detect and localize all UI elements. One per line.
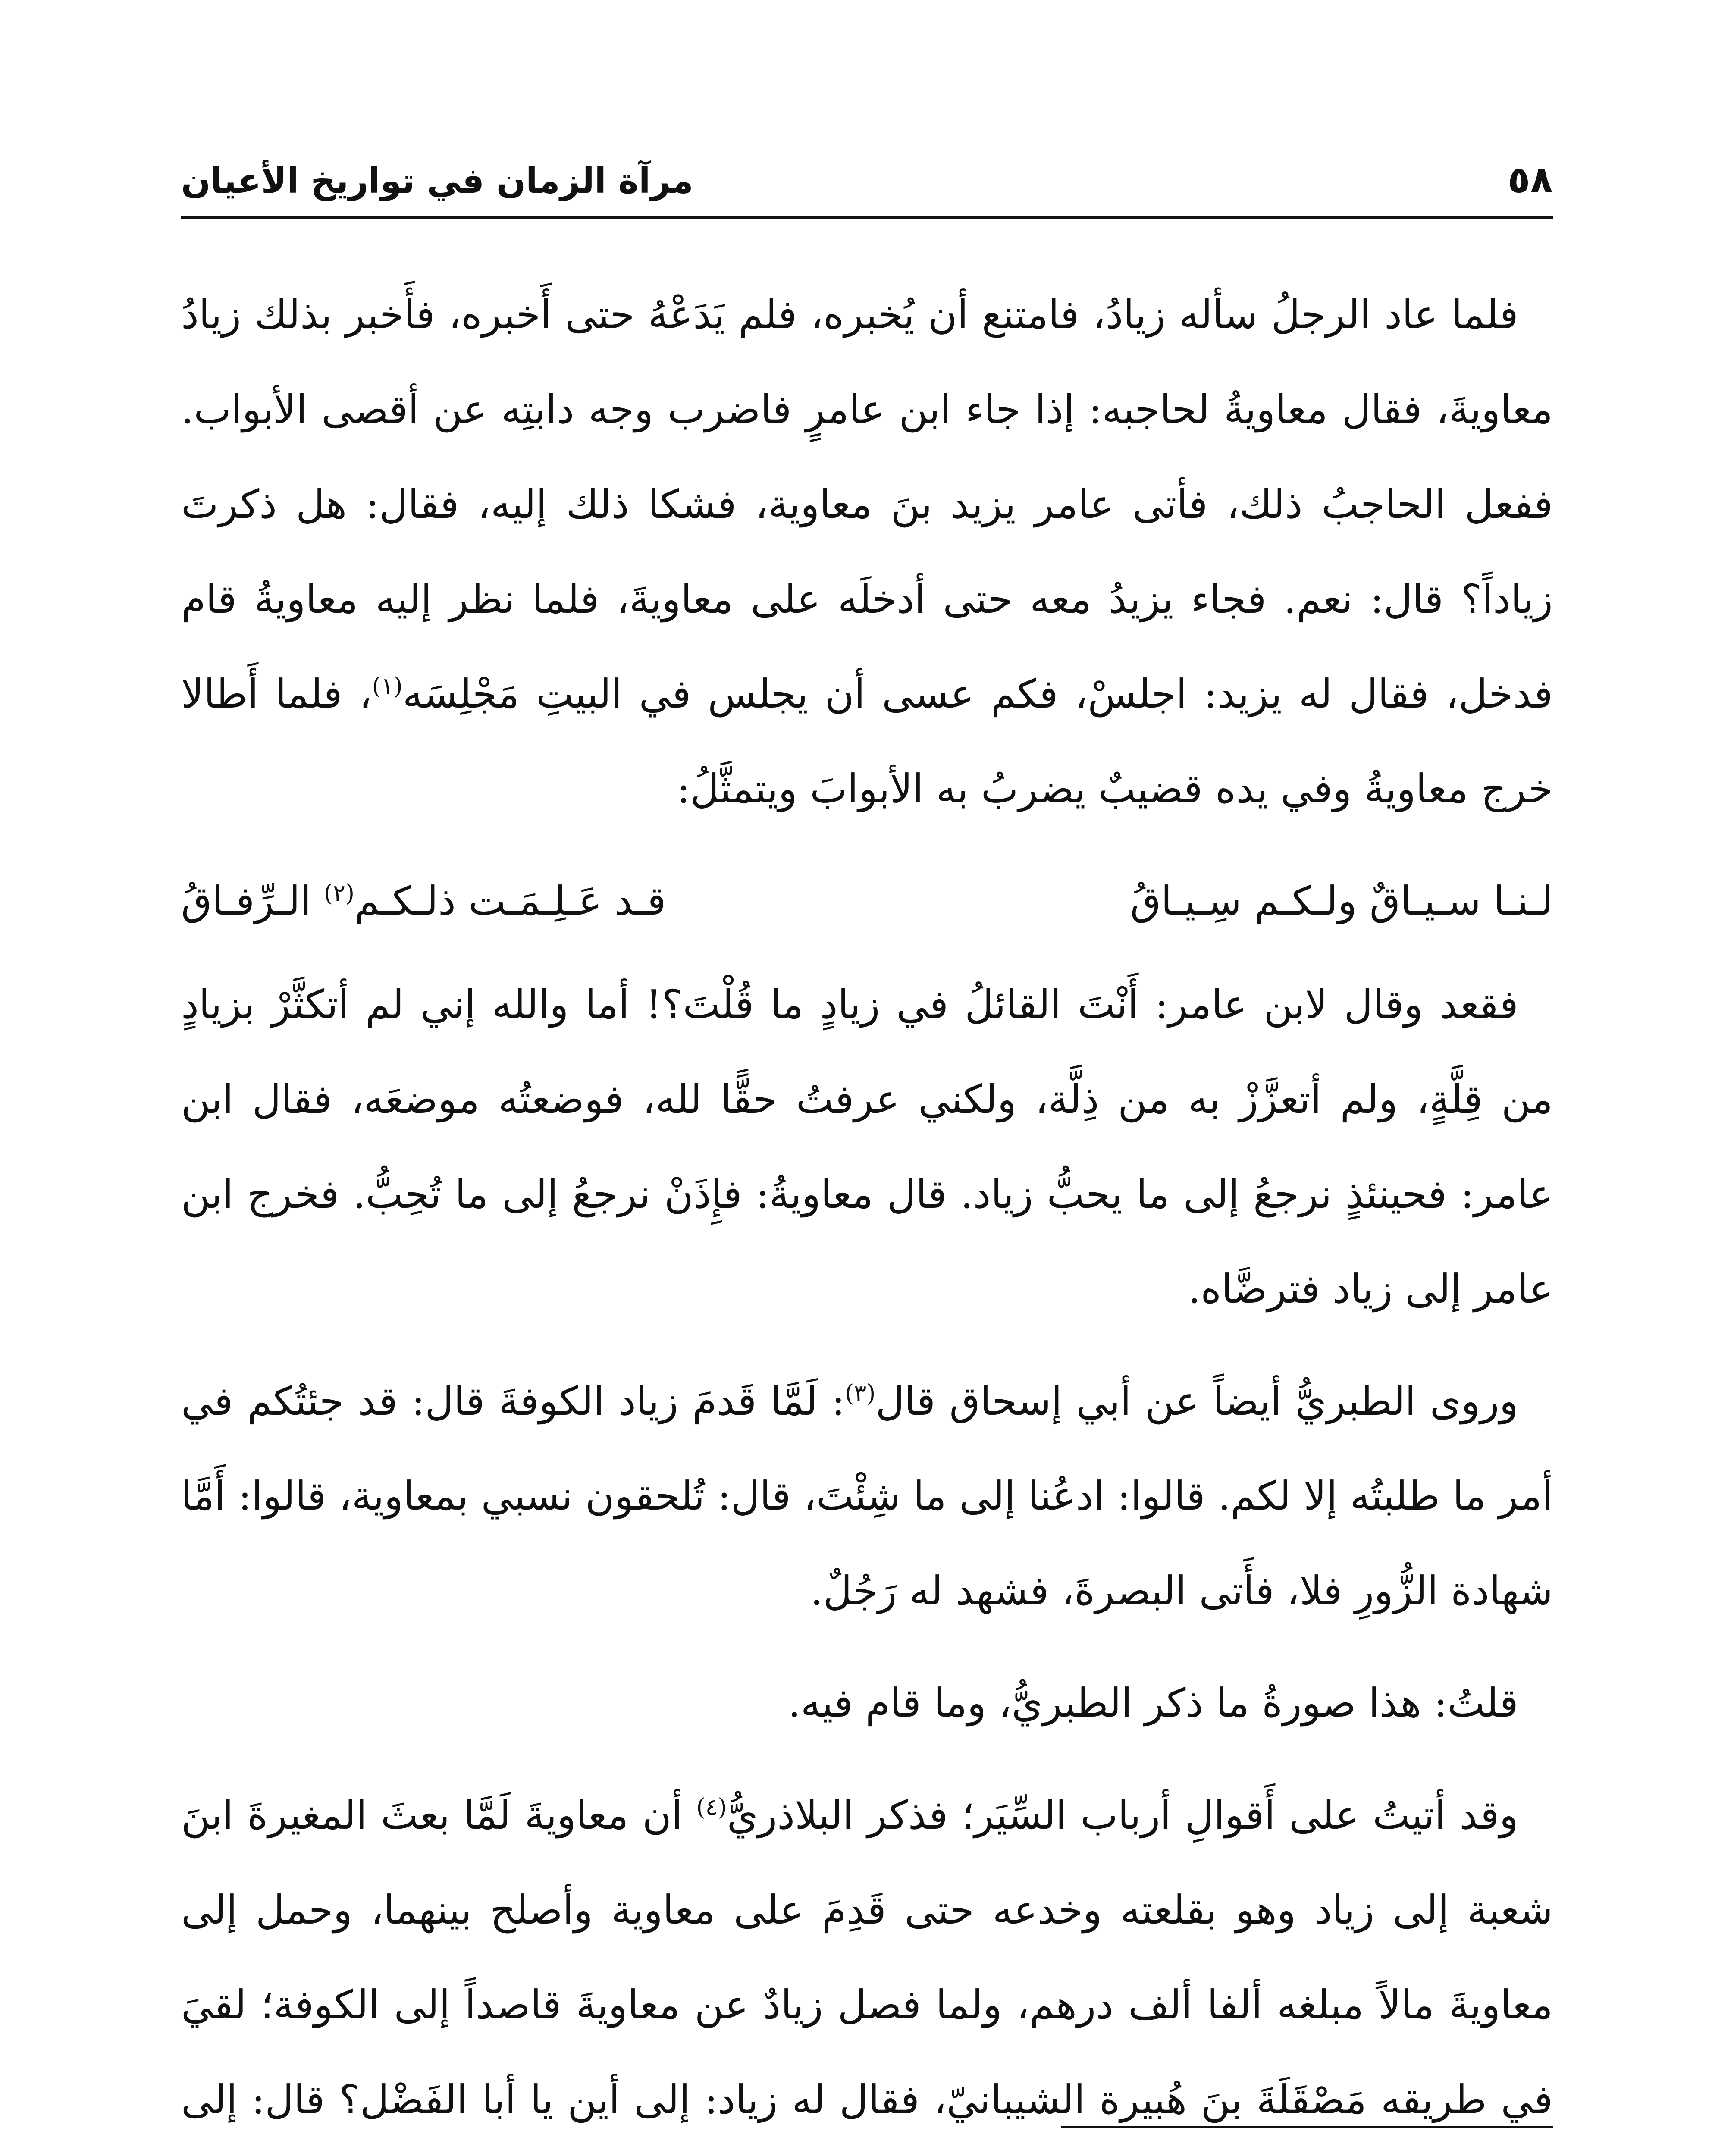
- footnote-ref-3: (٣): [845, 1379, 876, 1407]
- footnote-ref-4: (٤): [696, 1793, 727, 1821]
- footnotes: [181, 2152, 1553, 2156]
- header-divider: [181, 216, 1553, 219]
- paragraph-1-text-a: فلما عاد الرجلُ سأله زيادُ، فامتنع أن يُخبره، فلم يَدَعْهُ حتى أَخبره، فأَخبر بذلك زيادُ معاويةَ، فقال معاويةُ لحاجبه: إذا جاء ابن عامرٍ فاضرب وجه دابتِه عن أقصى الأبواب. ففعل الحاجبُ ذلك، فأتى عامر يزيد بنَ معاوية، فشكا ذلك إليه، فقال: هل ذكرتَ زياداً؟ قال: نعم. فجاء يزيدُ معه حتى أدخلَه على معاويةَ، فلما نظر إليه معاويةُ قام فدخل، فقال له يزيد: اجلسْ، فكم عسى أن يجلس في البيتِ مَجْلِسَه: [181, 291, 1553, 717]
- paragraph-5-text-a: وقد أتيتُ على أَقوالِ أرباب السِّيَر؛ فذكر البلاذريُّ: [727, 1792, 1518, 1838]
- poetry-verse: [181, 854, 1553, 949]
- paragraph-5: [181, 1768, 1553, 2156]
- paragraph-1-text-b: ، فلما أَطالا خرج معاويةُ وفي يده قضيبٌ يضربُ به الأبوابَ ويتمثَّلُ:: [181, 671, 1553, 812]
- page-number: ٥٨: [1508, 158, 1553, 201]
- verse-first-hemistich: لـنـا سـيـاقٌ ولـكـم سِـيـاقُ: [1130, 878, 1553, 924]
- footnote-ref-1: (١): [372, 672, 403, 700]
- main-text: [181, 267, 1553, 2156]
- verse-second-hemistich-b: الـرِّفـاقُ: [181, 878, 324, 924]
- paragraph-3-text-b: : لَمَّا قَدمَ زياد الكوفةَ قال: قد جئتُكم في أمر ما طلبتُه إلا لكم. قالوا: ادعُنا إلى ما شِئْتَ، قال: تُلحقون نسبي بمعاوية، قالوا: أَمَّا شهادة الزُّورِ فلا، فأَتى البصرةَ، فشهد له رَجُلٌ.: [181, 1378, 1553, 1614]
- verse-second-hemistich-a: قـد عَـلِـمَـت ذلـكـم: [354, 878, 666, 924]
- footnote-ref-2: (٢): [323, 879, 355, 907]
- paragraph-2: فقعد وقال لابن عامر: أَنْتَ القائلُ في زيادٍ ما قُلْتَ؟! أما والله إني لم أتكثَّرْ بزيادٍ من قِلَّةٍ، ولم أتعزَّزْ به من ذِلَّة، ولكني عرفتُ حقًّا لله، فوضعتُه موضعَه، فقال ابن عامر: فحينئذٍ نرجعُ إلى ما يحبُّ زياد. قال معاويةُ: فإِذَنْ نرجعُ إلى ما تُحِبُّ. فخرج ابن عامر إلى زياد فترضَّاه.: [181, 981, 1553, 1312]
- book-title: مرآة الزمان في تواريخ الأعيان: [181, 161, 693, 201]
- paragraph-3-text-a: وروى الطبريُّ أيضاً عن أبي إسحاق قال: [875, 1378, 1519, 1424]
- paragraph-1: [181, 267, 1553, 837]
- running-header: [181, 142, 1553, 211]
- verse-second-hemistich: [181, 854, 666, 949]
- footnote-divider: [1061, 2126, 1553, 2128]
- footnote-1: [181, 2152, 1553, 2156]
- paragraph-5-text-b: أن معاويةَ لَمَّا بعثَ المغيرةَ ابنَ شعبة إلى زياد وهو بقلعته وخدعه حتى قَدِمَ على معاوية وأصلح بينهما، وحمل إلى معاويةَ مالاً مبلغه ألفا ألف درهم، ولما فصل زيادٌ عن معاويةَ قاصداً إلى الكوفة؛ لقيَ في طريقه مَصْقَلَةَ بنَ هُبيرة الشيبانيّ، فقال له زياد: إلى أين يا أبا الفَضْل؟ قال: إلى: [181, 1792, 1553, 2123]
- paragraph-3: [181, 1354, 1553, 1639]
- paragraph-4: قلتُ: هذا صورةُ ما ذكر الطبريُّ، وما قام فيه.: [788, 1680, 1518, 1726]
